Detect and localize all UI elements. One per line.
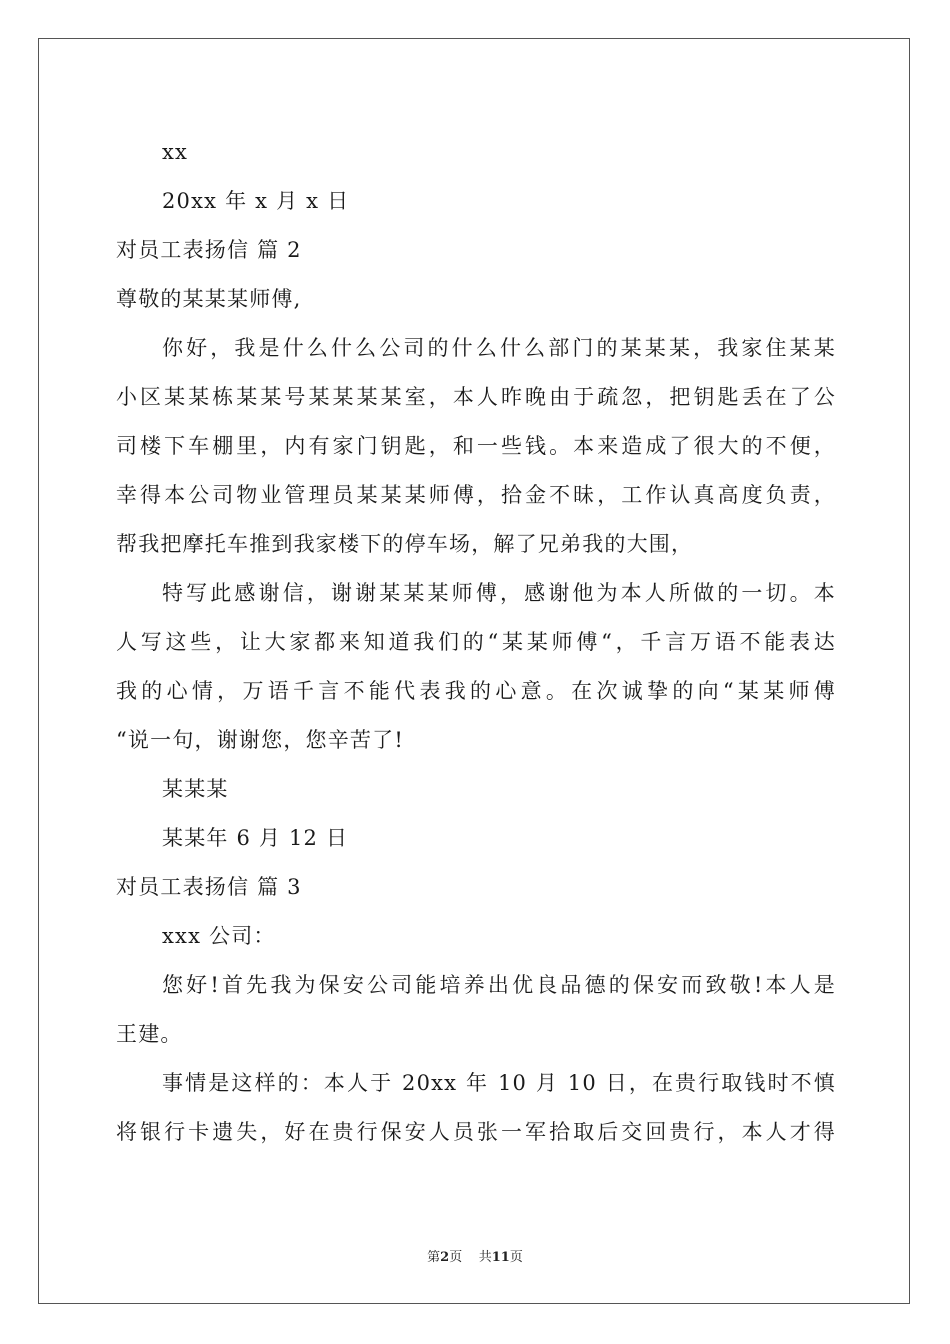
current-page-number: 2 [440,1250,450,1265]
text-line: 对员工表扬信 篇 3 [116,875,302,899]
text-line: 事情是这样的：本人于 20xx 年 10 月 10 日，在贵行取钱时不慎 [162,1071,836,1095]
text-line: 特写此感谢信，谢谢某某某师傅，感谢他为本人所做的一切。本 [162,581,836,605]
text-line: 我的心情，万语千言不能代表我的心意。在次诚挚的向“某某师傅 [116,679,836,703]
text-line: 人写这些，让大家都来知道我们的“某某师傅“，千言万语不能表达 [116,630,836,654]
total-label-suffix: 页 [509,1250,523,1265]
total-label-prefix: 共 [478,1250,492,1265]
text-line: 您好!首先我为保安公司能培养出优良品德的保安而致敬!本人是 [162,973,836,997]
text-line: 将银行卡遗失，好在贵行保安人员张一军拾取后交回贵行，本人才得 [116,1120,836,1144]
text-line: 20xx 年 x 月 x 日 [162,189,350,213]
text-line: 对员工表扬信 篇 2 [116,238,302,262]
text-line: 某某某 [162,777,229,801]
text-line: 你好，我是什么什么公司的什么什么部门的某某某，我家住某某 [162,336,836,360]
total-page-count: 11 [491,1250,510,1265]
text-line: 司楼下车棚里，内有家门钥匙，和一些钱。本来造成了很大的不便， [116,434,836,458]
text-line: 小区某某栋某某号某某某某室，本人昨晚由于疏忽，把钥匙丢在了公 [116,385,836,409]
document-body [116,128,836,1157]
page-label-prefix: 第 [427,1250,441,1265]
text-line: xx [162,140,189,164]
page-label-suffix: 页 [449,1250,463,1265]
text-line: 幸得本公司物业管理员某某某师傅，拾金不昧，工作认真高度负责， [116,483,836,507]
text-line: 帮我把摩托车推到我家楼下的停车场，解了兄弟我的大围， [116,532,694,556]
text-line: 尊敬的某某某师傅, [116,287,302,311]
text-line: xxx 公司： [162,924,276,948]
text-line: 某某年 6 月 12 日 [162,826,349,850]
text-line: 王建。 [116,1022,183,1046]
text-line: “说一句，谢谢您，您辛苦了! [116,728,404,752]
page-footer [0,1246,950,1265]
